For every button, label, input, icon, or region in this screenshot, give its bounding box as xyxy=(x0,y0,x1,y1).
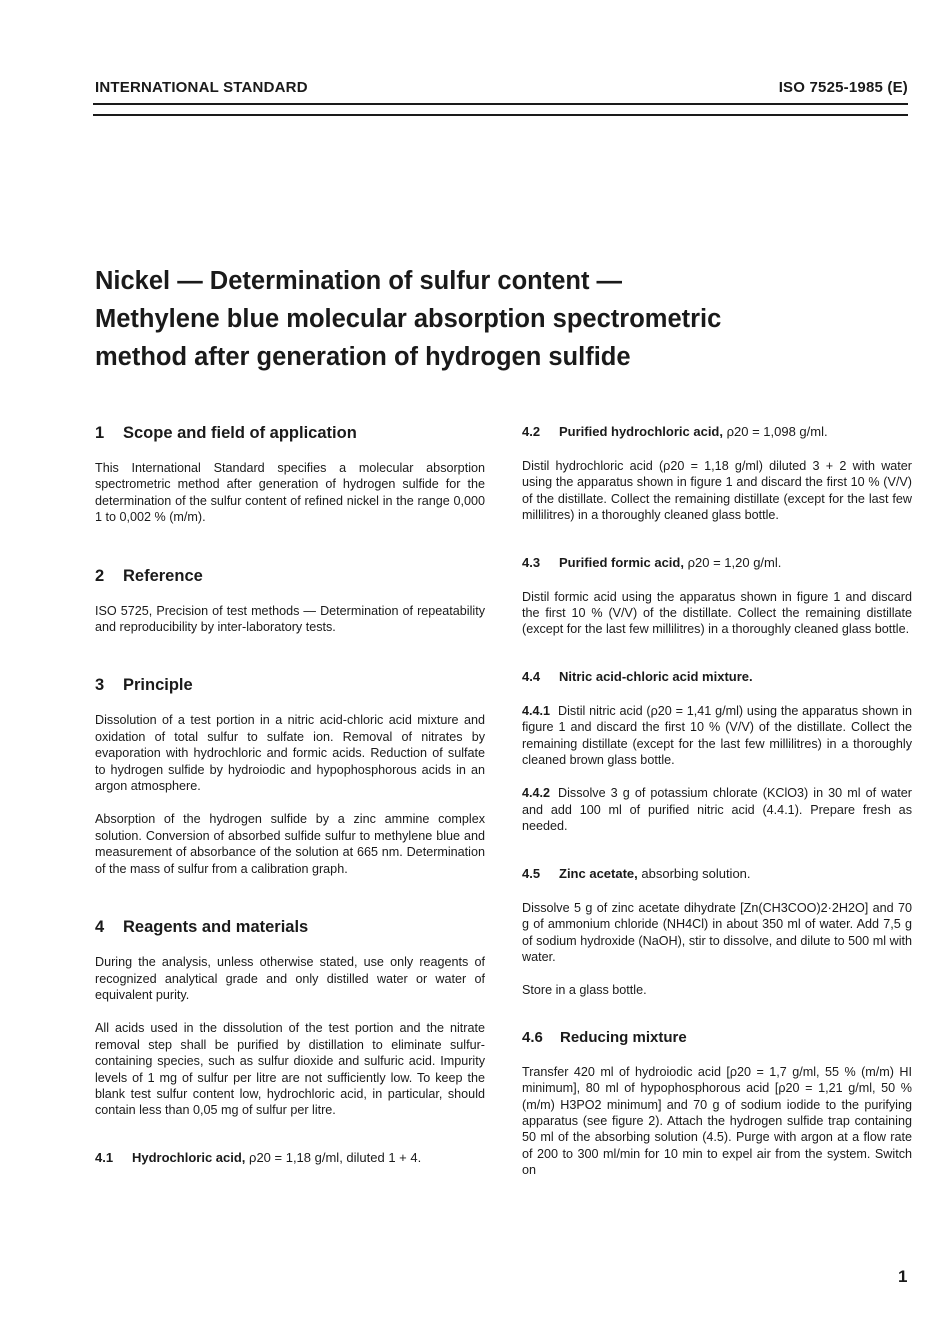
header-document-number: ISO 7525-1985 (E) xyxy=(778,79,908,96)
left-column xyxy=(95,423,485,1167)
title-line-1: Nickel — Determination of sulfur content — xyxy=(95,267,623,295)
header-rule xyxy=(93,103,908,105)
title-line-2: Methylene blue molecular absorption spectrometric xyxy=(95,305,722,333)
section-heading-4-1: 4.1 Hydrochloric acid, ρ20 = 1,18 g/ml, diluted 1 + 4. xyxy=(95,1149,422,1165)
reagents-paragraph-2: All acids used in the dissolution of the test portion and the nitrate removal step shall be purified by distillation to eliminate sulfur-containing species, such as sulfur dioxide and sulfuric acid. Impurity levels of 1 mg of sulfur per litre are not sufficiently low. To keep the blank test sulfur content low, hydrochloric acid, in particular, should contain less than 0,05 mg of sulfur per litre. xyxy=(95,1021,485,1118)
section-heading-3: 3 Principle xyxy=(95,676,193,695)
page-number: 1 xyxy=(898,1267,908,1286)
section-heading-4-5: 4.5 Zinc acetate, absorbing solution. xyxy=(522,865,751,881)
document-title xyxy=(95,262,895,376)
purified-hcl-paragraph: Distil hydrochloric acid (ρ20 = 1,18 g/ml) diluted 3 + 2 with water using the apparatus shown in figure 1 and discard the first 10 % (V/V) of the distillate. Collect the remaining distillate (except for the last few millilitres) in a thoroughly cleaned glass bottle. xyxy=(522,459,912,523)
subsection-4-4-1: 4.4.1 Distil nitric acid (ρ20 = 1,41 g/ml) using the apparatus shown in figure 1 and discard the first 10 % (V/V) of the distillate. Collect the remaining distillate (except for the last few millilitres) in a thoroughly cleaned brown glass bottle. xyxy=(522,703,912,768)
principle-paragraph-2: Absorption of the hydrogen sulfide by a zinc ammine complex solution. Conversion of absorbed sulfide sulfur to methylene blue and measurement of absorbance of the solution at 665 nm. Determination of the mass of sulfur from a calibration graph. xyxy=(95,812,485,876)
subsection-4-4-2: 4.4.2 Dissolve 3 g of potassium chlorate (KClO3) in 30 ml of water and add 100 ml of purified nitric acid (4.4.1). Prepare fresh as needed. xyxy=(522,786,912,834)
section-heading-4-2: 4.2 Purified hydrochloric acid, ρ20 = 1,098 g/ml. xyxy=(522,424,828,439)
section-heading-4-6: 4.6 Reducing mixture xyxy=(522,1028,687,1046)
section-heading-4: 4 Reagents and materials xyxy=(95,918,309,937)
right-column xyxy=(522,423,912,1179)
reagents-paragraph-1: During the analysis, unless otherwise stated, use only reagents of recognized analytical grade and only distilled water or water of equivalent purity. xyxy=(95,955,485,1002)
zinc-acetate-paragraph-2: Store in a glass bottle. xyxy=(522,983,647,998)
purified-formic-paragraph: Distil formic acid using the apparatus shown in figure 1 and discard the first 10 % (V/V) of the distillate. Collect the remaining distillate (except for the last few millilitres) in a thoroughly cleaned glass bottle. xyxy=(522,589,912,637)
zinc-acetate-paragraph-1: Dissolve 5 g of zinc acetate dihydrate [Zn(CH3COO)2·2H2O] and 70 g of ammonium chloride (NH4Cl) in about 350 ml of water. Add 7,5 g of sodium hydroxide (NaOH), stir to dissolve, and dilute to 500 ml with water. xyxy=(522,900,912,964)
reducing-mixture-paragraph: Transfer 420 ml of hydroiodic acid [ρ20 = 1,7 g/ml, 55 % (m/m) HI minimum], 80 ml of hypophosphorous acid [ρ20 = 1,21 g/ml, 50 % (m/m) H3PO2 minimum] and 70 g of sodium iodide to the purifying apparatus (see figure 2). Attach the hydrogen sulfide trap containing 50 ml of the absorbing solution (4.5). Purge with argon at a flow rate of 200 to 300 ml/min for 10 min to expel air from the system. Switch on xyxy=(522,1064,912,1178)
title-line-3: method after generation of hydrogen sulfide xyxy=(95,343,631,371)
reference-paragraph: ISO 5725, Precision of test methods — Determination of repeatability and reproducibility by inter-laboratory tests. xyxy=(95,603,485,635)
section-heading-4-4: 4.4 Nitric acid-chloric acid mixture. xyxy=(522,668,753,684)
header-standard-type: INTERNATIONAL STANDARD xyxy=(95,79,308,96)
header-rule-lower xyxy=(93,114,908,116)
scope-paragraph: This International Standard specifies a molecular absorption spectrometric method after generation of hydrogen sulfide for the determination of the sulfur content of refined nickel in the range 0,000 1 to 0,002 % (m/m). xyxy=(95,461,485,525)
principle-paragraph-1: Dissolution of a test portion in a nitric acid-chloric acid mixture and oxidation of total sulfur to sulfate ion. Removal of nitrates by evaporation with hydrochloric and formic acids. Reduction of sulfate to hydrogen sulfide by hydroiodic and hypophosphorous acids in an argon atmosphere. xyxy=(95,713,485,794)
section-heading-4-3: 4.3 Purified formic acid, ρ20 = 1,20 g/ml. xyxy=(522,554,782,570)
section-heading-1: 1 Scope and field of application xyxy=(95,424,357,442)
section-heading-2: 2 Reference xyxy=(95,566,203,585)
